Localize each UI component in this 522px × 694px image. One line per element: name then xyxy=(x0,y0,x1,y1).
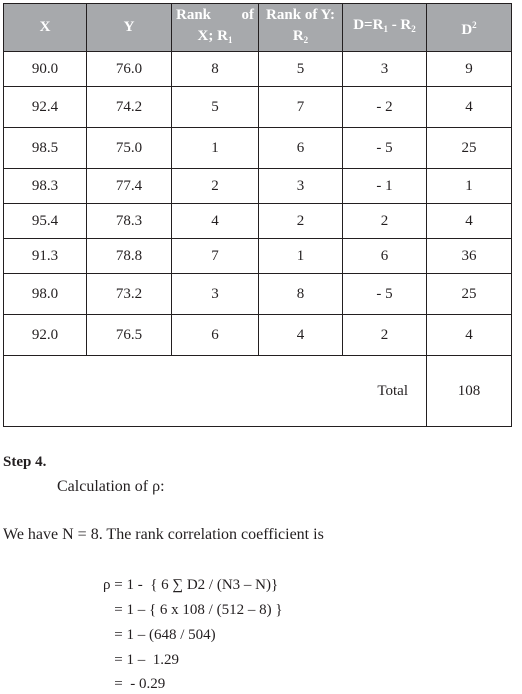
cell-d-squared: 25 xyxy=(427,274,512,315)
header-y: Y xyxy=(87,4,172,52)
cell-x: 91.3 xyxy=(4,239,87,274)
header-rank-x-line1: Rank of xyxy=(176,6,254,23)
cell-y: 73.2 xyxy=(87,274,172,315)
cell-rank-x: 4 xyxy=(172,204,259,239)
cell-rank-x: 5 xyxy=(172,87,259,128)
header-rank-x-line2: X; $R_1$ xyxy=(197,27,233,45)
header-rank-x xyxy=(172,4,259,52)
cell-x: 92.0 xyxy=(4,315,87,356)
table-row xyxy=(4,169,512,204)
table-row xyxy=(4,239,512,274)
calculation-label: Calculation of ρ: xyxy=(57,478,165,495)
cell-x: 90.0 xyxy=(4,52,87,87)
table-header-row xyxy=(4,4,512,52)
cell-rank-x: 6 xyxy=(172,315,259,356)
cell-rank-y: 4 xyxy=(259,315,343,356)
table-row xyxy=(4,52,512,87)
cell-d: 3 xyxy=(343,52,427,87)
cell-y: 74.2 xyxy=(87,87,172,128)
cell-y: 75.0 xyxy=(87,128,172,169)
cell-d: - 5 xyxy=(343,128,427,169)
cell-x: 95.4 xyxy=(4,204,87,239)
cell-rank-x: 8 xyxy=(172,52,259,87)
header-d: $D=R_1 - R_2$ xyxy=(343,4,427,52)
table-row xyxy=(4,204,512,239)
cell-d: 6 xyxy=(343,239,427,274)
table-row xyxy=(4,274,512,315)
cell-rank-y: 5 xyxy=(259,52,343,87)
equation-line: = 1 – 1.29 xyxy=(103,652,179,668)
cell-d-squared: 4 xyxy=(427,87,512,128)
intro-text: We have N = 8. The rank correlation coefficient is xyxy=(3,526,324,543)
cell-d-squared: 4 xyxy=(427,204,512,239)
cell-d-squared: 1 xyxy=(427,169,512,204)
header-rank-y-line2: $R_2$ xyxy=(292,27,309,45)
equation-line: = - 0.29 xyxy=(103,676,166,692)
equation-line: = 1 – { 6 x 108 / (512 – 8) } xyxy=(103,602,283,618)
header-d-squared: $D^2$ xyxy=(427,4,512,52)
cell-x: 92.4 xyxy=(4,87,87,128)
equation-line: ρ = 1 - { 6 ∑ D2 / (N3 – N)} xyxy=(103,577,279,593)
cell-rank-y: 7 xyxy=(259,87,343,128)
cell-rank-y: 8 xyxy=(259,274,343,315)
cell-y: 76.5 xyxy=(87,315,172,356)
table-row xyxy=(4,315,512,356)
cell-rank-y: 2 xyxy=(259,204,343,239)
cell-y: 78.8 xyxy=(87,239,172,274)
cell-rank-y: 3 xyxy=(259,169,343,204)
cell-x: 98.3 xyxy=(4,169,87,204)
total-value: 108 xyxy=(427,356,512,427)
cell-x: 98.5 xyxy=(4,128,87,169)
cell-d-squared: 36 xyxy=(427,239,512,274)
cell-rank-x: 2 xyxy=(172,169,259,204)
cell-rank-x: 1 xyxy=(172,128,259,169)
cell-rank-x: 3 xyxy=(172,274,259,315)
cell-d-squared: 25 xyxy=(427,128,512,169)
cell-x: 98.0 xyxy=(4,274,87,315)
step-heading: Step 4. xyxy=(3,454,47,470)
header-rank-y xyxy=(259,4,343,52)
header-x: X xyxy=(4,4,87,52)
equation-line: = 1 – (648 / 504) xyxy=(103,627,216,643)
cell-d: 2 xyxy=(343,204,427,239)
cell-d: - 5 xyxy=(343,274,427,315)
rank-correlation-table xyxy=(3,3,512,427)
cell-d-squared: 4 xyxy=(427,315,512,356)
cell-d-squared: 9 xyxy=(427,52,512,87)
total-label: Total xyxy=(4,356,427,427)
cell-d: - 2 xyxy=(343,87,427,128)
cell-y: 76.0 xyxy=(87,52,172,87)
cell-y: 78.3 xyxy=(87,204,172,239)
cell-rank-y: 1 xyxy=(259,239,343,274)
cell-rank-y: 6 xyxy=(259,128,343,169)
cell-y: 77.4 xyxy=(87,169,172,204)
cell-rank-x: 7 xyxy=(172,239,259,274)
table-row xyxy=(4,87,512,128)
total-row xyxy=(4,356,512,427)
header-rank-y-line1: Rank of Y: xyxy=(266,6,335,23)
cell-d: 2 xyxy=(343,315,427,356)
cell-d: - 1 xyxy=(343,169,427,204)
table-row xyxy=(4,128,512,169)
